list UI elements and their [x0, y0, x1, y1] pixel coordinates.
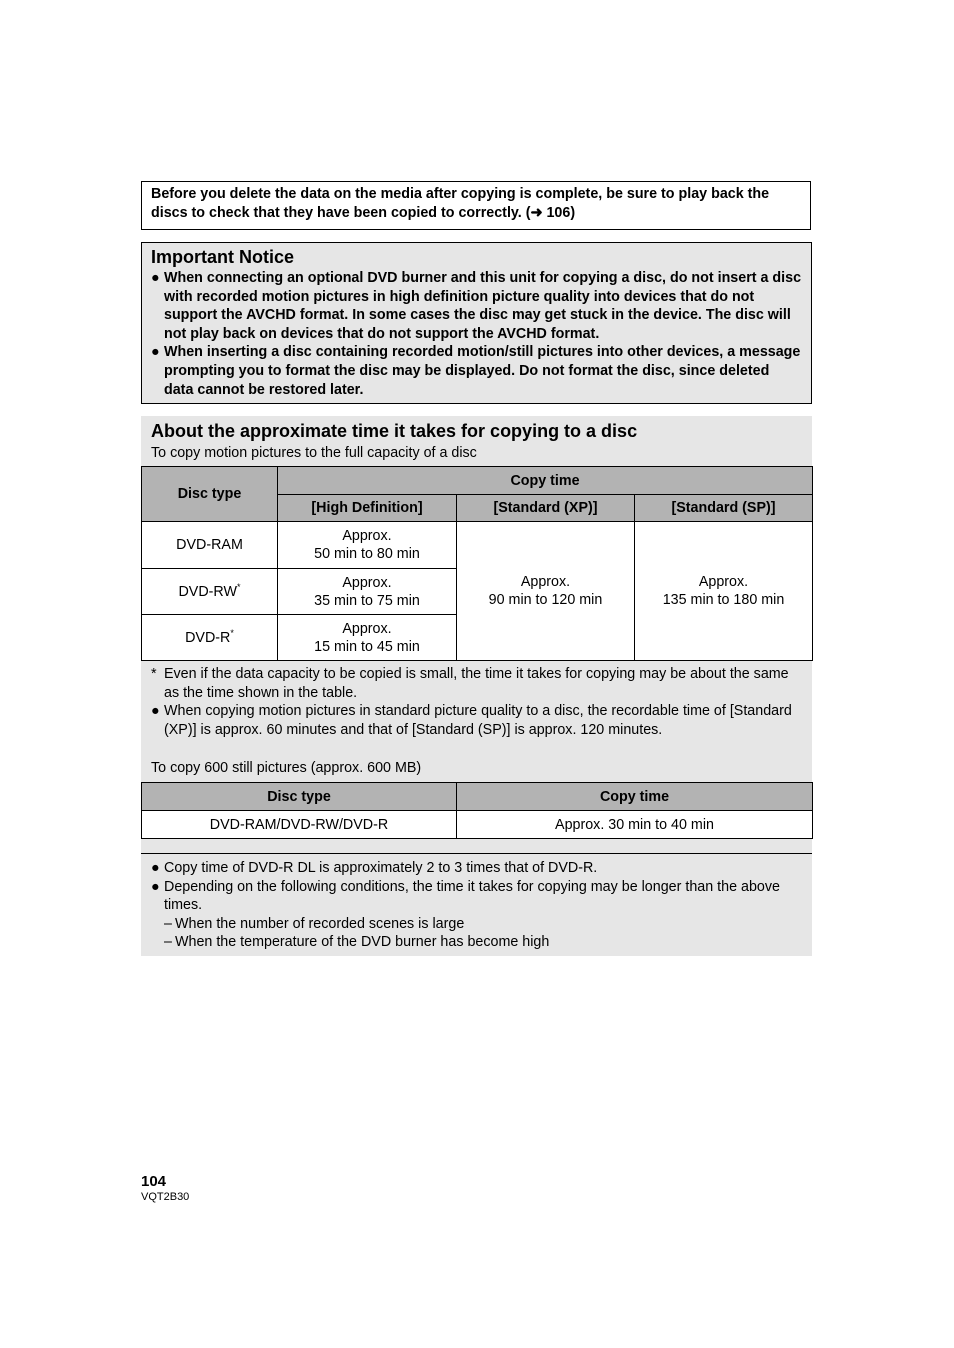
copy-time-cell: Approx. 30 min to 40 min [457, 811, 813, 839]
hd-time-cell: Approx. 35 min to 75 min [278, 569, 457, 615]
disc-type-cell: DVD-RAM/DVD-RW/DVD-R [142, 811, 457, 839]
note-item [151, 859, 803, 878]
hd-time-cell: Approx. 50 min to 80 min [278, 522, 457, 569]
still-subtitle: To copy 600 still pictures (approx. 600 MB) [151, 760, 422, 776]
important-item [151, 343, 802, 399]
header-copy-time: Copy time [457, 783, 813, 811]
footnote-text: Even if the data capacity to be copied is small, the time it takes for copying may be about the same as the time shown in the table. [164, 666, 789, 701]
header-disc-type: Disc type [142, 783, 457, 811]
motion-subtitle: To copy motion pictures to the full capacity of a disc [151, 445, 477, 461]
disc-type-cell: DVD-R* [142, 615, 278, 661]
note-text: Depending on the following conditions, the time it takes for copying may be longer than the above times. [164, 878, 780, 914]
divider [141, 853, 812, 854]
important-notice-title: Important Notice [151, 247, 295, 267]
note-item [151, 702, 803, 739]
bullet-icon: ● [151, 878, 160, 895]
bullet-icon: ● [151, 703, 160, 720]
condition-item [151, 933, 803, 952]
condition-text: When the number of recorded scenes is large [175, 915, 465, 932]
bullet-icon: ● [151, 860, 160, 876]
table-row [142, 522, 813, 569]
header-standard-sp: [Standard (SP)] [635, 495, 813, 522]
sp-time-cell: Approx. 135 min to 180 min [635, 522, 813, 661]
note-item [151, 878, 803, 915]
condition-text: When the temperature of the DVD burner has become high [175, 934, 550, 951]
additional-notes [151, 859, 803, 952]
disc-type-cell: DVD-RW* [142, 569, 278, 615]
xp-time-cell: Approx. 90 min to 120 min [457, 522, 635, 661]
table-row [142, 811, 813, 839]
asterisk-mark: * [151, 666, 157, 682]
dash-mark: – [164, 915, 172, 932]
footnote [151, 665, 803, 702]
document-code: VQT2B30 [141, 1191, 190, 1203]
hd-time-cell: Approx. 15 min to 45 min [278, 615, 457, 661]
still-copy-time-table [141, 782, 813, 839]
motion-notes [151, 665, 803, 739]
important-item-text: When inserting a disc containing recorded motion/still pictures into other devices, a message prompting you to format the disc may be displayed. Do not format the disc, since deleted data cannot be restored later. [164, 344, 801, 398]
important-item-text: When connecting an optional DVD burner and this unit for copying a disc, do not insert a disc with recorded motion pictures in high definition picture quality into devices that do not support the AVCHD format. In some cases the disc may get stuck in the device. The disc will not play back on devices that do not support the AVCHD format. [164, 270, 802, 342]
header-copy-time: Copy time [278, 467, 813, 495]
disc-type-cell: DVD-RAM [142, 522, 278, 569]
note-text: Copy time of DVD-R DL is approximately 2 to 3 times that of DVD-R. [164, 860, 598, 876]
note-text: When copying motion pictures in standard picture quality to a disc, the recordable time of [Standard (XP)] is approx. 60 minutes and that of [Standard (SP)] is approx. 120 minutes. [164, 703, 792, 738]
header-high-definition: [High Definition] [278, 495, 457, 522]
important-notice-box [141, 242, 812, 404]
header-standard-xp: [Standard (XP)] [457, 495, 635, 522]
header-disc-type: Disc type [142, 467, 278, 522]
copy-warning-text: Before you delete the data on the media after copying is complete, be sure to play back the discs to check that they have been copied to correctly. (➜ 106) [151, 186, 770, 221]
condition-item [151, 915, 803, 934]
bullet-icon: ● [151, 344, 160, 361]
section-title: About the approximate time it takes for copying to a disc [151, 421, 638, 441]
bullet-icon: ● [151, 270, 160, 286]
page-number: 104 [141, 1173, 167, 1190]
copy-warning-box [141, 181, 811, 230]
copy-time-section [141, 416, 812, 956]
dash-mark: – [164, 934, 172, 951]
important-item [151, 269, 802, 343]
motion-copy-time-table [141, 466, 813, 661]
